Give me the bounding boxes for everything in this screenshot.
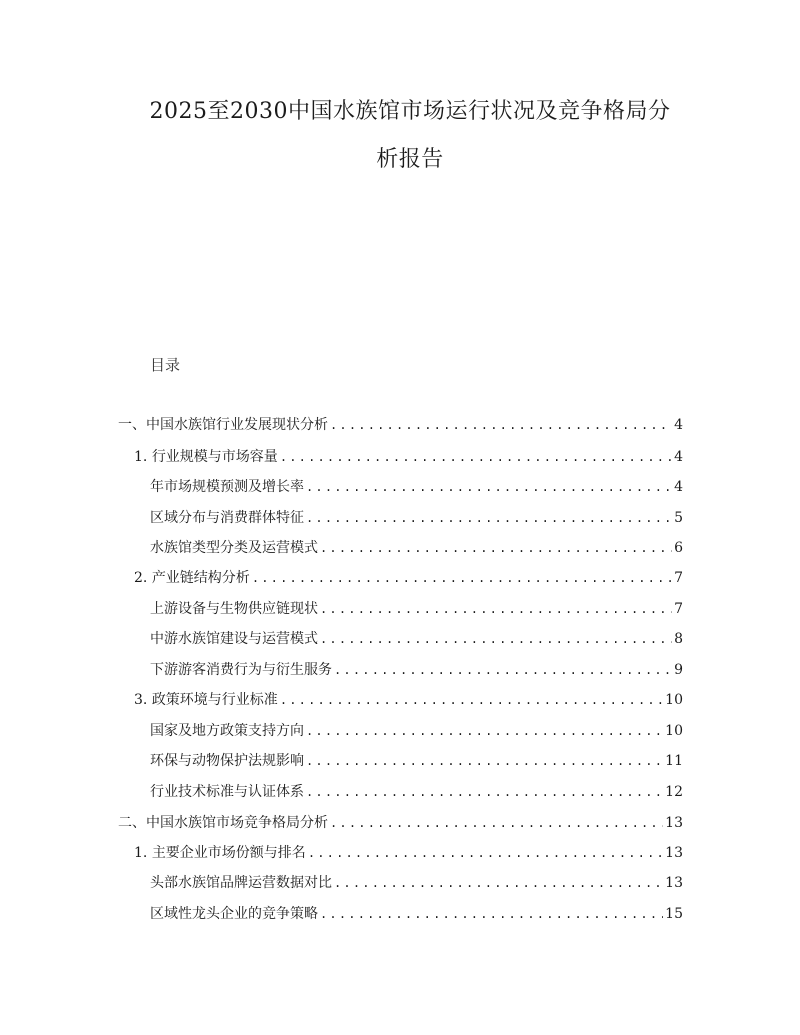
toc-dot-leader <box>306 752 663 770</box>
toc-entry-page: 4 <box>674 449 683 465</box>
toc-entry-label: 政策环境与行业标准 <box>151 692 278 708</box>
toc-entry[interactable] <box>150 509 683 527</box>
toc-entry[interactable] <box>134 844 683 862</box>
toc-entry-page: 10 <box>665 723 683 739</box>
toc-entry-page: 13 <box>665 815 683 831</box>
toc-dot-leader <box>306 509 672 527</box>
toc-entry[interactable] <box>118 416 683 434</box>
toc-entry[interactable] <box>150 752 683 770</box>
toc-entry-page: 12 <box>665 784 683 800</box>
toc-entry-label: 国家及地方政策支持方向 <box>150 723 304 739</box>
toc-entry[interactable] <box>150 783 683 801</box>
toc-entry-page: 10 <box>665 692 683 708</box>
toc-entry[interactable] <box>150 478 683 496</box>
toc-entry-label: 主要企业市场份额与排名 <box>151 845 306 861</box>
toc-dot-leader <box>252 569 672 587</box>
toc-entry-page: 11 <box>665 753 683 769</box>
toc-entry-page: 8 <box>674 631 683 647</box>
toc-entry-number: 一、 <box>118 417 146 433</box>
toc-entry[interactable] <box>150 874 683 892</box>
toc-dot-leader <box>320 539 672 557</box>
toc-entry-label: 环保与动物保护法规影响 <box>150 753 304 769</box>
toc-heading: 目录 <box>150 356 181 374</box>
document-title-line-2: 析报告 <box>376 147 444 172</box>
toc-entry-label: 行业规模与市场容量 <box>151 449 278 465</box>
toc-entry[interactable] <box>150 661 683 679</box>
document-title-line-1: 2025至2030中国水族馆市场运行状况及竞争格局分 <box>149 99 671 124</box>
toc-entry-page: 7 <box>674 601 683 617</box>
toc-entry[interactable] <box>150 630 683 648</box>
toc-entry-label: 区域性龙头企业的竞争策略 <box>150 906 318 922</box>
toc-dot-leader <box>320 905 663 923</box>
toc-entry-label: 头部水族馆品牌运营数据对比 <box>150 875 332 891</box>
toc-entry[interactable] <box>150 905 683 923</box>
toc-entry[interactable] <box>150 722 683 740</box>
toc-dot-leader <box>320 600 672 618</box>
toc-entry-label: 中国水族馆行业发展现状分析 <box>146 417 328 433</box>
toc-entry-label: 中游水族馆建设与运营模式 <box>150 631 318 647</box>
toc-entry-number: 二、 <box>118 815 146 831</box>
toc-entry-number: 2. <box>134 570 152 586</box>
toc-entry-page: 9 <box>674 662 683 678</box>
toc-entry-page: 4 <box>674 417 683 433</box>
toc-entry-page: 5 <box>674 510 683 526</box>
toc-dot-leader <box>308 844 663 862</box>
toc-entry-number: 1. <box>134 845 152 861</box>
toc-entry-label: 上游设备与生物供应链现状 <box>150 601 318 617</box>
toc-dot-leader <box>306 478 672 496</box>
toc-dot-leader <box>306 722 663 740</box>
toc-entry-label: 行业技术标准与认证体系 <box>150 784 304 800</box>
toc-entry-label: 下游游客消费行为与衍生服务 <box>150 662 332 678</box>
toc-entry-label: 区域分布与消费群体特征 <box>150 510 304 526</box>
toc-dot-leader <box>334 874 663 892</box>
toc-dot-leader <box>280 691 663 709</box>
toc-dot-leader <box>334 661 672 679</box>
toc-entry-page: 15 <box>665 906 683 922</box>
toc-entry[interactable] <box>134 448 683 466</box>
toc-dot-leader <box>330 416 672 434</box>
toc-entry[interactable] <box>118 814 683 832</box>
toc-entry-page: 6 <box>674 540 683 556</box>
toc-entry-number: 3. <box>134 692 152 708</box>
toc-entry-label: 年市场规模预测及增长率 <box>150 479 304 495</box>
toc-entry[interactable] <box>150 600 683 618</box>
toc-dot-leader <box>280 448 672 466</box>
toc-dot-leader <box>330 814 663 832</box>
toc-entry[interactable] <box>150 539 683 557</box>
toc-entry[interactable] <box>134 691 683 709</box>
toc-entry-page: 13 <box>665 845 683 861</box>
toc-entry-number: 1. <box>134 449 152 465</box>
toc-entry-label: 产业链结构分析 <box>151 570 250 586</box>
toc-entry[interactable] <box>134 569 683 587</box>
toc-dot-leader <box>306 783 663 801</box>
toc-entry-label: 水族馆类型分类及运营模式 <box>150 540 318 556</box>
toc-entry-page: 13 <box>665 875 683 891</box>
toc-dot-leader <box>320 630 672 648</box>
toc-entry-label: 中国水族馆市场竞争格局分析 <box>146 815 328 831</box>
toc-entry-page: 7 <box>674 570 683 586</box>
toc-entry-page: 4 <box>674 479 683 495</box>
